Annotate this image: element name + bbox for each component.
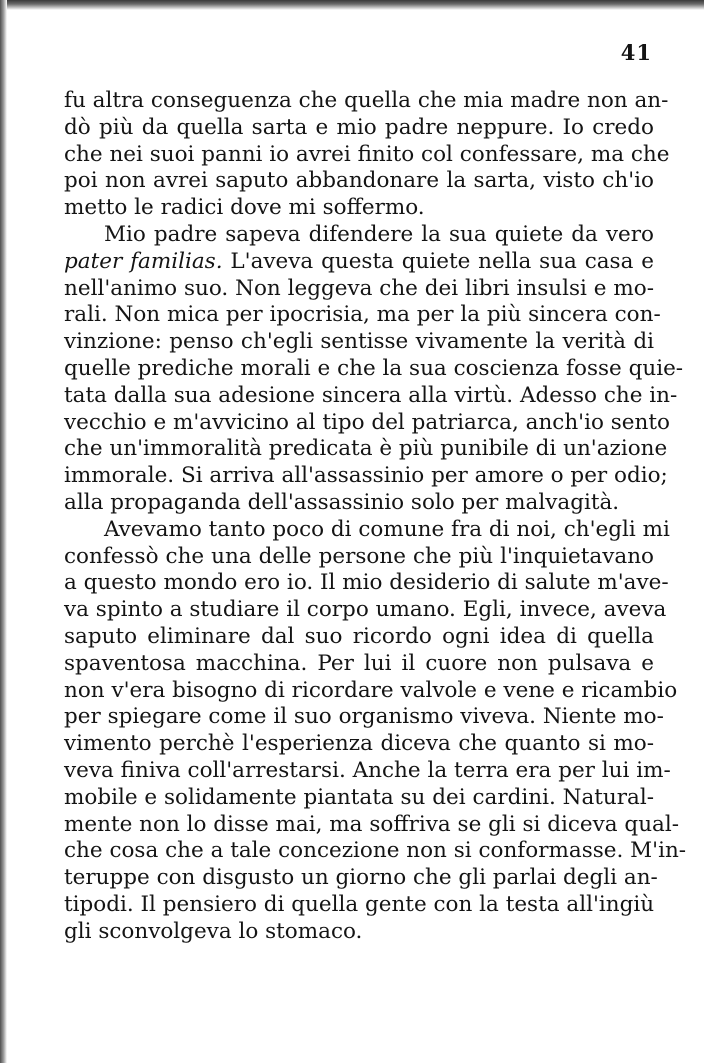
text-line: tipodi. Il pensiero di quella gente con la testa all'ingiù <box>64 891 655 917</box>
text-line: alla propaganda dell'assassinio solo per malvagità. <box>64 489 620 515</box>
text-line: spaventosa macchina. Per lui il cuore non pulsava e <box>64 650 654 676</box>
page-top-edge-shadow <box>0 0 704 10</box>
text-line: teruppe con disgusto un giorno che gli parlai degli an- <box>64 865 658 891</box>
text-line: gli sconvolgeva lo stomaco. <box>64 918 363 944</box>
text-line-italic <box>64 249 654 276</box>
page-left-edge-shadow <box>0 0 7 1063</box>
paragraph-1 <box>64 88 670 222</box>
text-line: rali. Non mica per ipocrisia, ma per la più sincera con- <box>64 302 661 328</box>
text-line: per spiegare come il suo organismo viveva. Niente mo- <box>64 704 664 730</box>
paragraph-3 <box>64 516 687 946</box>
text-line: quelle prediche morali e che la sua coscienza fosse quie- <box>64 355 684 381</box>
italic-line-rest: L'aveva questa quiete nella sua casa e <box>222 248 654 274</box>
text-line: va spinto a studiare il corpo umano. Egli, invece, aveva <box>64 597 667 623</box>
text-line: che un'immoralità predicata è più punibile di un'azione <box>64 436 668 462</box>
text-line: non v'era bisogno di ricordare valvole e vene e ricambio <box>64 677 678 703</box>
text-line: che cosa che a tale concezione non si conformasse. M'in- <box>64 838 687 864</box>
text-line: veva finiva coll'arrestarsi. Anche la terra era per lui im- <box>64 757 671 783</box>
text-line: Mio padre sapeva difendere la sua quiete da vero <box>104 221 654 247</box>
text-line: fu altra conseguenza che quella che mia madre non an- <box>64 88 669 113</box>
text-line: mobile e solidamente piantata su dei cardini. Natural- <box>64 784 654 810</box>
text-line: Avevamo tanto poco di comune fra di noi, ch'egli mi <box>104 516 670 542</box>
italic-phrase: pater familias. <box>64 248 223 274</box>
text-line: poi non avrei saputo abbandonare la sarta, visto ch'io <box>64 168 654 194</box>
paragraph-2 <box>64 221 684 517</box>
text-line: a questo mondo ero io. Il mio desiderio di salute m'ave- <box>64 570 669 596</box>
text-line: nell'animo suo. Non leggeva che dei libri insulsi e mo- <box>64 275 654 301</box>
text-line: tata dalla sua adesione sincera alla virtù. Adesso che in- <box>64 382 678 408</box>
text-line: vinzione: penso ch'egli sentisse vivamente la verità di <box>64 329 654 355</box>
text-line: che nei suoi panni io avrei finito col confessare, ma che <box>64 141 670 167</box>
page-number: 41 <box>620 40 652 65</box>
text-line: metto le radici dove mi soffermo. <box>64 195 425 221</box>
text-line: mente non lo disse mai, ma soffriva se gli si diceva qual- <box>64 811 679 837</box>
text-line: saputo eliminare dal suo ricordo ogni idea di quella <box>64 623 654 649</box>
text-line: vecchio e m'avvicino al tipo del patriarca, anch'io sento <box>64 409 670 435</box>
text-line: confessò che una delle persone che più l'inquietavano <box>64 543 654 569</box>
text-line: immorale. Si arriva all'assassinio per amore o per odio; <box>64 463 668 489</box>
text-line: vimento perchè l'esperienza diceva che quanto si mo- <box>64 731 654 757</box>
text-line: dò più da quella sarta e mio padre neppure. Io credo <box>64 114 654 140</box>
body-text <box>64 88 687 946</box>
